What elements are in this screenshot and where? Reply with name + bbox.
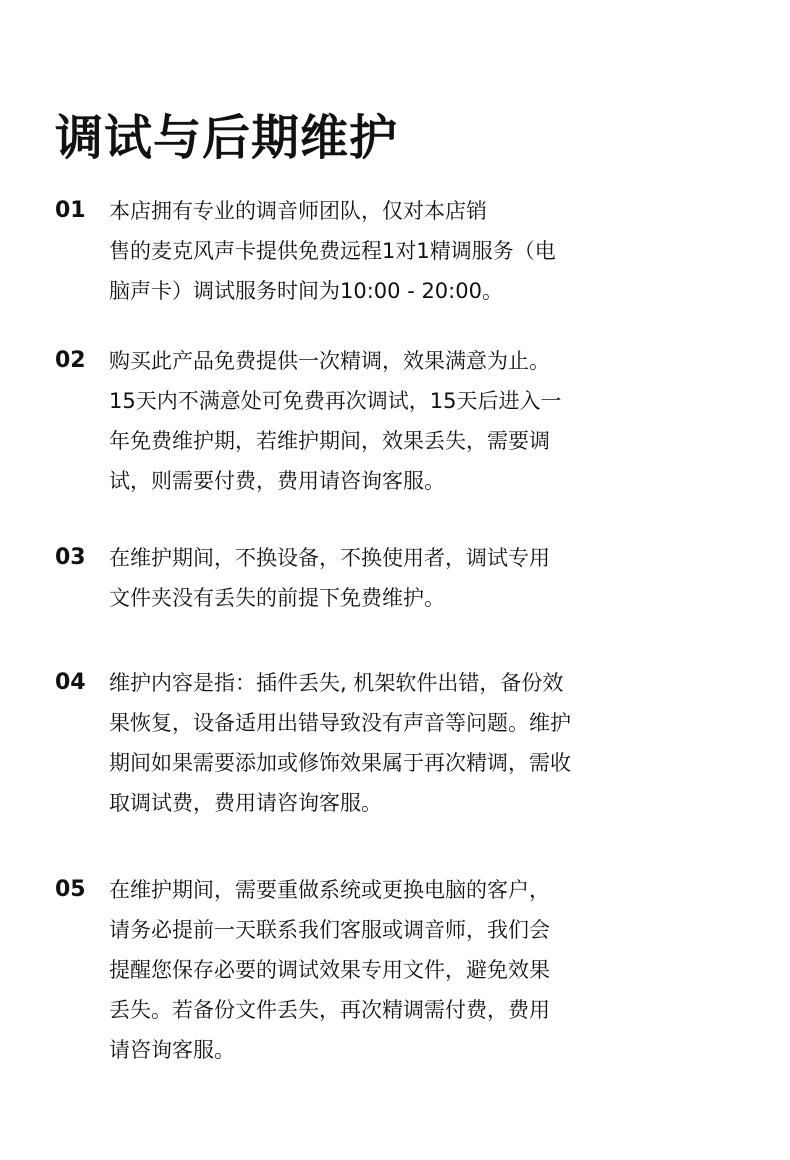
item-text-line: 维护内容是指：插件丢失, 机架软件出错，备份效: [109, 671, 564, 695]
item-text: [109, 871, 749, 1071]
item-text-line: 果恢复，设备适用出错导致没有声音等问题。维护: [109, 711, 571, 735]
item-number: 05: [55, 877, 86, 902]
item-text-line: 提醒您保存必要的调试效果专用文件，避免效果: [109, 958, 550, 982]
item-number: 03: [55, 545, 86, 570]
item-text-line: 期间如果需要添加或修饰效果属于再次精调，需收: [109, 751, 571, 775]
item-text-line: 试，则需要付费，费用请咨询客服。: [109, 469, 445, 493]
item-text-line: 在维护期间，需要重做系统或更换电脑的客户，: [109, 878, 550, 902]
item-text-line: 请务必提前一天联系我们客服或调音师，我们会: [109, 918, 550, 942]
item-text-line: 购买此产品免费提供一次精调，效果满意为止。: [109, 349, 550, 373]
item-text-line: 丢失。若备份文件丢失，再次精调需付费，费用: [109, 998, 550, 1022]
item-text-line: 在维护期间，不换设备，不换使用者，调试专用: [109, 546, 550, 570]
item-number: 02: [55, 348, 86, 373]
item-text: [109, 342, 749, 502]
item-text-line: 请咨询客服。: [109, 1038, 235, 1062]
item-text: [109, 664, 749, 824]
item-number: 04: [55, 670, 86, 695]
item-text-line: 售的麦克风声卡提供免费远程1对1精调服务（电: [109, 239, 556, 263]
item-text-line: 取调试费，费用请咨询客服。: [109, 791, 382, 815]
item-text: [109, 192, 749, 312]
item-text-line: 脑声卡）调试服务时间为10:00 - 20:00。: [109, 279, 503, 303]
item-number: 01: [55, 198, 86, 223]
item-text-line: 文件夹没有丢失的前提下免费维护。: [109, 586, 445, 610]
item-text-line: 年免费维护期，若维护期间，效果丢失，需要调: [109, 429, 550, 453]
page-title: 调试与后期维护: [55, 110, 399, 167]
item-text: [109, 539, 749, 619]
item-text-line: 本店拥有专业的调音师团队，仅对本店销: [109, 199, 487, 223]
item-text-line: 15天内不满意处可免费再次调试，15天后进入一: [109, 389, 562, 413]
